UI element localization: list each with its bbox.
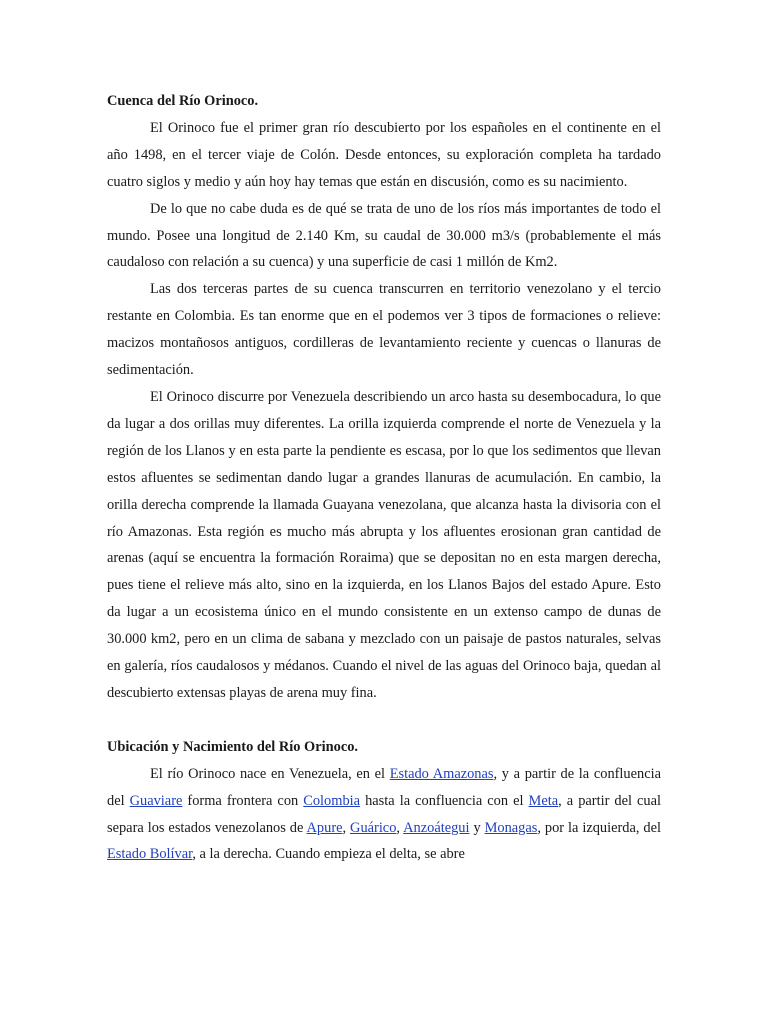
text-run: , a partir del cual separa los estados venezolanos de [107,792,662,836]
text-run: forma frontera con [182,792,304,809]
text-run: hasta la confluencia con el [360,792,529,809]
text-run: , por la izquierda, del [537,819,661,836]
link-anzoategui[interactable]: Anzoátegui [403,819,470,836]
link-guaviare[interactable]: Guaviare [129,792,183,809]
link-estado-bolivar[interactable]: Estado Bolívar [107,846,193,863]
paragraph-2: De lo que no cabe duda es de qué se trata de uno de los ríos más importantes de todo el mundo. Posee una longitud de 2.140 Km, su caudal de 30.000 m3/s (probablemente el más caudaloso con relación a su cuenca) y una superficie de casi 1 millón de Km2. [107,200,661,271]
section-heading-cuenca: Cuenca del Río Orinoco. [107,93,259,109]
text-run: y [469,819,485,836]
paragraph-4: El Orinoco discurre por Venezuela describiendo un arco hasta su desembocadura, lo que da lugar a dos orillas muy diferentes. La orilla izquierda comprende el norte de Venezuela y la región de los Llanos y en esta parte la pendiente es escasa, por lo que los sedimentos que llevan estos afluentes se sedimentan dando lugar a grandes llanuras de acumulación. En cambio, la orilla derecha comprende la llamada Guayana venezolana, que alcanza hasta la divisoria con el río Amazonas. Esta región es mucho más abrupta y los afluentes erosionan gran cantidad de arenas (aquí se encuentra la formación Roraima) que se depositan no en esta margen derecha, pues tiene el relieve más alto, sino en la izquierda, en los Llanos Bajos del estado Apure. Esto da lugar a un ecosistema único en el mundo consistente en un extenso campo de dunas de 30.000 km2, pero en un clima de sabana y mezclado con un paisaje de pastos naturales, selvas en galería, ríos caudalosos y médanos. Cuando el nivel de las aguas del Orinoco baja, quedan al descubierto extensas playas de arena muy fina. [107,388,661,701]
link-monagas[interactable]: Monagas [484,819,538,836]
link-guarico[interactable]: Guárico [350,819,397,836]
link-apure[interactable]: Apure [306,819,343,836]
paragraph-3: Las dos terceras partes de su cuenca transcurren en territorio venezolano y el tercio restante en Colombia. Es tan enorme que en el podemos ver 3 tipos de formaciones o relieve: macizos montañosos antiguos, cordilleras de levantamiento reciente y cuencas o llanuras de sedimentación. [107,281,661,379]
text-run: El río Orinoco nace en Venezuela, en el [150,765,390,782]
text-run: , y a partir de la confluencia del [107,765,661,809]
text-run: , a la derecha. Cuando empieza el delta, se abre [192,846,465,863]
document-page [107,88,661,868]
text-run: , [342,819,351,836]
section-heading-ubicacion: Ubicación y Nacimiento del Río Orinoco. [107,738,359,755]
paragraph-5 [107,761,661,869]
link-estado-amazonas[interactable]: Estado Amazonas [389,765,494,782]
section-spacer [107,707,661,734]
link-colombia[interactable]: Colombia [303,792,361,809]
link-meta[interactable]: Meta [528,792,559,809]
paragraph-1: El Orinoco fue el primer gran río descubierto por los españoles en el continente en el año 1498, en el tercer viaje de Colón. Desde entonces, su exploración completa ha tardado cuatro siglos y medio y aún hoy hay temas que están en discusión, como es su nacimiento. [107,119,661,190]
text-run: , [396,819,404,836]
